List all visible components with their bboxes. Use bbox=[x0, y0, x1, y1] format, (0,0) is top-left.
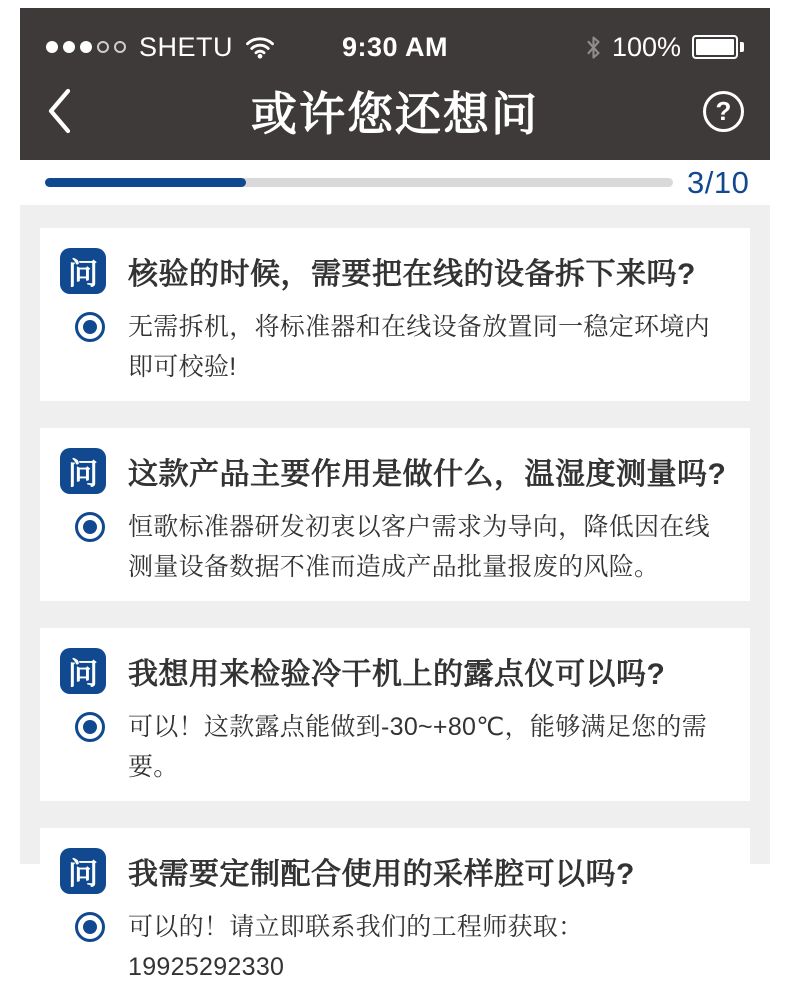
question-badge: 问 bbox=[60, 648, 106, 694]
progress-section bbox=[0, 160, 790, 205]
answer-text: 可以的！请立即联系我们的工程师获取：19925292330 bbox=[128, 913, 584, 981]
nav-bar bbox=[46, 74, 744, 148]
progress-fill bbox=[45, 178, 246, 187]
question-badge: 问 bbox=[60, 848, 106, 894]
radio-dot bbox=[83, 920, 97, 934]
question-text: 这款产品主要作用是做什么，温湿度测量吗? bbox=[128, 458, 727, 491]
question-text: 核验的时候，需要把在线的设备拆下来吗? bbox=[128, 258, 696, 291]
question-row bbox=[60, 248, 732, 294]
signal-strength-icon bbox=[46, 41, 126, 53]
signal-dot bbox=[80, 41, 92, 53]
back-button[interactable] bbox=[46, 86, 80, 136]
bluetooth-icon bbox=[586, 34, 601, 61]
battery-fill bbox=[696, 39, 734, 55]
chevron-left-icon bbox=[46, 88, 72, 134]
radio-dot bbox=[83, 520, 97, 534]
wifi-icon bbox=[245, 36, 275, 59]
question-row bbox=[60, 648, 732, 694]
status-right-group bbox=[586, 32, 744, 63]
faq-card bbox=[40, 628, 750, 801]
answer-row bbox=[60, 907, 732, 987]
progress-label: 3/10 bbox=[687, 164, 750, 200]
battery-nub bbox=[740, 42, 744, 52]
radio-selected-icon[interactable] bbox=[75, 712, 105, 742]
answer-text: 无需拆机，将标准器和在线设备放置同一稳定环境内即可校验! bbox=[128, 313, 710, 381]
signal-dot bbox=[63, 41, 75, 53]
radio-selected-icon[interactable] bbox=[75, 312, 105, 342]
faq-card bbox=[40, 828, 750, 1001]
status-time: 9:30 AM bbox=[341, 31, 449, 62]
answer-row bbox=[60, 507, 732, 587]
answer-row bbox=[60, 307, 732, 387]
status-left-group bbox=[46, 32, 275, 63]
signal-dot bbox=[114, 41, 126, 53]
battery-percent-label: 100% bbox=[611, 31, 681, 62]
faq-card bbox=[40, 428, 750, 601]
app-header bbox=[20, 8, 770, 160]
progress-bar bbox=[45, 178, 673, 187]
answer-text: 恒歌标准器研发初衷以客户需求为导向，降低因在线测量设备数据不准而造成产品批量报废的风险。 bbox=[128, 513, 710, 581]
faq-panel bbox=[20, 205, 770, 981]
answer-text: 可以！这款露点能做到-30~+80℃，能够满足您的需要。 bbox=[128, 713, 708, 781]
radio-dot bbox=[83, 320, 97, 334]
question-row bbox=[60, 448, 732, 494]
faq-card bbox=[40, 228, 750, 401]
radio-selected-icon[interactable] bbox=[75, 912, 105, 942]
question-badge: 问 bbox=[60, 248, 106, 294]
battery-body bbox=[692, 35, 738, 59]
carrier-label: SHETU bbox=[139, 31, 234, 62]
question-row bbox=[60, 848, 732, 894]
signal-dot bbox=[46, 41, 58, 53]
status-bar bbox=[46, 30, 744, 64]
radio-selected-icon[interactable] bbox=[75, 512, 105, 542]
question-mark-icon: ? bbox=[715, 96, 732, 126]
question-text: 我需要定制配合使用的采样腔可以吗? bbox=[128, 858, 635, 891]
question-badge: 问 bbox=[60, 448, 106, 494]
page-title: 或许您还想问 bbox=[251, 88, 539, 140]
radio-dot bbox=[83, 720, 97, 734]
signal-dot bbox=[97, 41, 109, 53]
help-button[interactable] bbox=[703, 91, 744, 132]
answer-row bbox=[60, 707, 732, 787]
battery-icon bbox=[692, 35, 744, 59]
question-text: 我想用来检验冷干机上的露点仪可以吗? bbox=[128, 658, 666, 691]
